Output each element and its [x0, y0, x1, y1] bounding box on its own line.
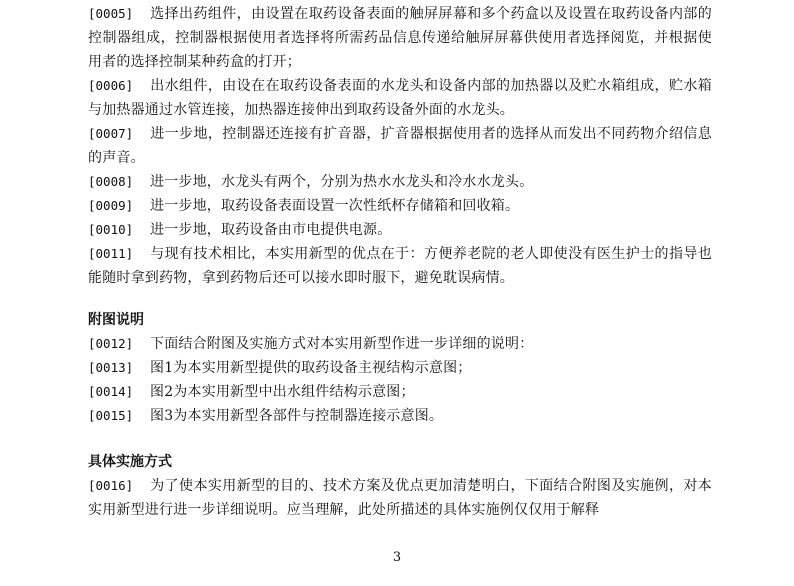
paragraph-text: 出水组件，由设在在取药设备表面的水龙头和设备内部的加热器以及贮水箱组成，贮水箱与加热器通过水管连接，加热器连接伸出到取药设备外面的水龙头。 — [88, 78, 712, 118]
paragraph-0011 — [88, 242, 712, 290]
paragraph-0009 — [88, 194, 712, 218]
paragraph-0015 — [88, 404, 712, 428]
paragraph-number: [0010] — [88, 222, 134, 237]
section-heading-embodiment: 具体实施方式 — [88, 454, 172, 470]
paragraph-text: 进一步地，水龙头有两个，分别为热水水龙头和冷水水龙头。 — [150, 174, 534, 190]
paragraph-0012 — [88, 332, 712, 356]
paragraph-number: [0006] — [88, 78, 134, 93]
paragraph-number: [0008] — [88, 174, 134, 189]
paragraph-number: [0007] — [88, 126, 134, 141]
paragraph-text: 进一步地，控制器还连接有扩音器，扩音器根据使用者的选择从而发出不同药物介绍信息的声音。 — [88, 126, 712, 166]
paragraph-0006 — [88, 74, 712, 122]
paragraph-text: 选择出药组件，由设置在取药设备表面的触屏屏幕和多个药盒以及设置在取药设备内部的控制器组成，控制器根据使用者选择将所需药品信息传递给触屏屏幕供使用者选择阅览，并根据使用者的选择控制某种药盒的打开； — [88, 6, 712, 70]
paragraph-text: 图1为本实用新型提供的取药设备主视结构示意图； — [150, 360, 472, 376]
paragraph-0014 — [88, 380, 712, 404]
paragraph-number: [0012] — [88, 336, 134, 351]
paragraph-0016 — [88, 474, 712, 522]
paragraph-number: [0009] — [88, 198, 134, 213]
paragraph-text: 图2为本实用新型中出水组件结构示意图； — [150, 384, 415, 400]
paragraph-0007 — [88, 122, 712, 170]
paragraph-text: 进一步地，取药设备由市电提供电源。 — [150, 222, 392, 238]
section-heading-figures: 附图说明 — [88, 312, 144, 328]
paragraph-0013 — [88, 356, 712, 380]
paragraph-number: [0011] — [88, 246, 134, 261]
paragraph-text: 与现有技术相比，本实用新型的优点在于：方便养老院的老人即使没有医生护士的指导也能随时拿到药物，拿到药物后还可以接水即时服下，避免耽误病情。 — [88, 246, 712, 286]
paragraph-0005 — [88, 2, 712, 74]
paragraph-number: [0014] — [88, 384, 134, 399]
page-number: 3 — [392, 550, 402, 565]
paragraph-0010 — [88, 218, 712, 242]
paragraph-text: 下面结合附图及实施方式对本实用新型作进一步详细的说明： — [150, 336, 534, 352]
paragraph-text: 图3为本实用新型各部件与控制器连接示意图。 — [150, 408, 444, 424]
paragraph-0008 — [88, 170, 712, 194]
paragraph-number: [0005] — [88, 6, 134, 21]
paragraph-number: [0016] — [88, 478, 134, 493]
paragraph-number: [0013] — [88, 360, 134, 375]
paragraph-number: [0015] — [88, 408, 134, 423]
paragraph-text: 为了使本实用新型的目的、技术方案及优点更加清楚明白，下面结合附图及实施例，对本实用新型进行进一步详细说明。应当理解，此处所描述的具体实施例仅仅用于解释 — [88, 478, 712, 518]
paragraph-text: 进一步地，取药设备表面设置一次性纸杯存储箱和回收箱。 — [150, 198, 520, 214]
